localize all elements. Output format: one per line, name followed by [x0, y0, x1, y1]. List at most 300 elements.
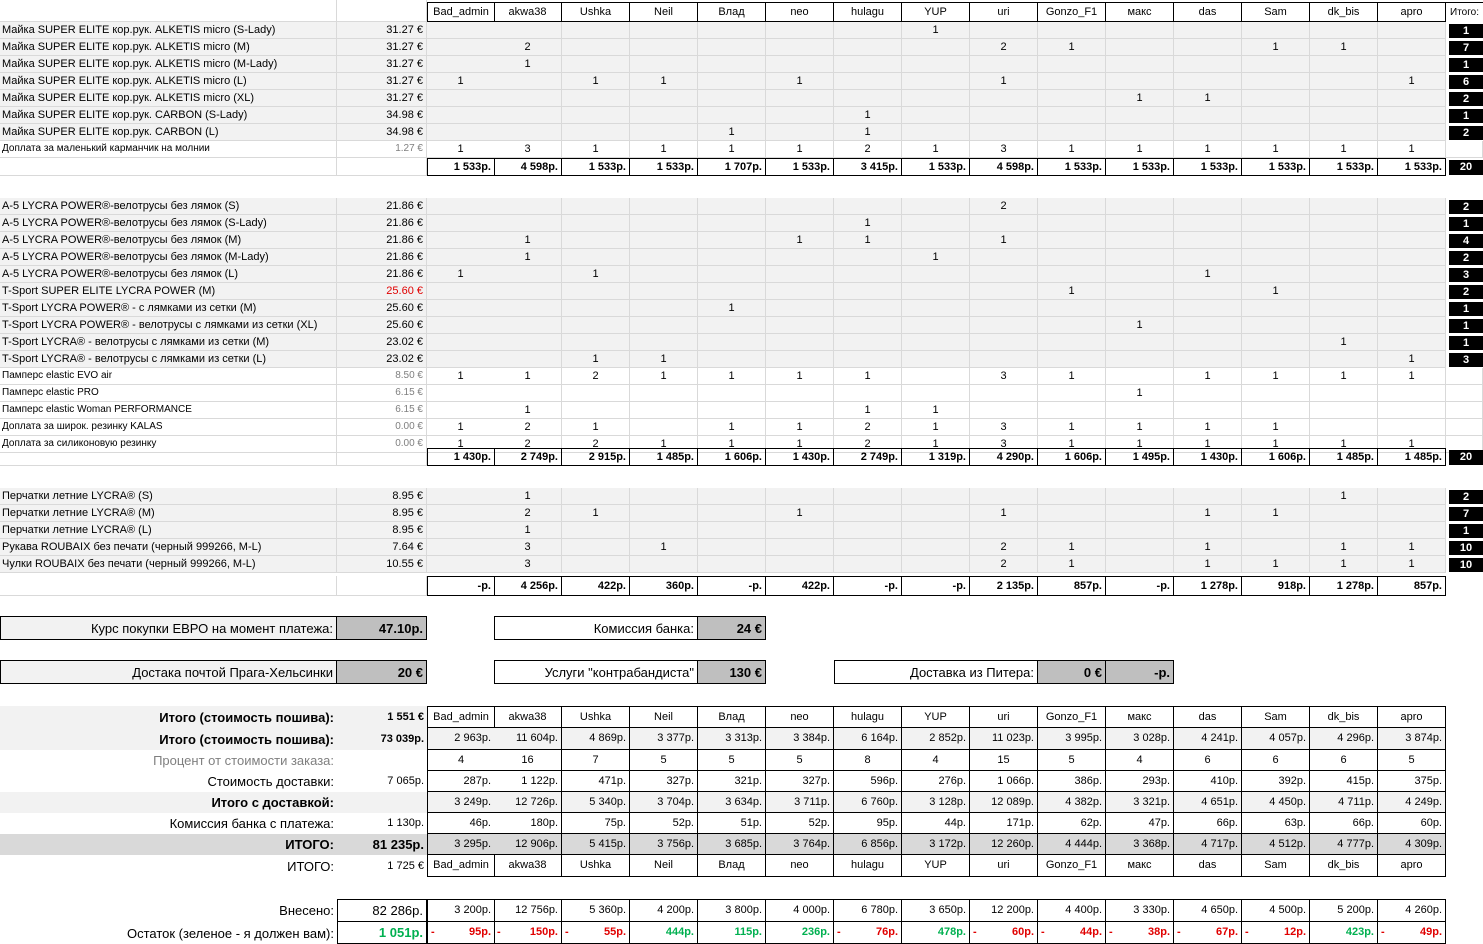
quantity-cell[interactable] — [970, 249, 1038, 266]
quantity-cell[interactable]: 1 — [1174, 539, 1242, 556]
item-name[interactable]: Перчатки летние LYCRA® (M) — [0, 505, 337, 522]
quantity-cell[interactable] — [1106, 334, 1174, 351]
item-name[interactable]: Памперс elastic Woman PERFORMANCE — [0, 402, 337, 419]
item-price[interactable]: 8.95 € — [337, 522, 427, 539]
quantity-cell[interactable] — [766, 522, 834, 539]
balance-cell[interactable] — [1242, 922, 1310, 944]
participant-sum[interactable]: 857р. — [1038, 576, 1106, 596]
quantity-cell[interactable] — [494, 283, 562, 300]
quantity-cell[interactable] — [834, 317, 902, 334]
quantity-cell[interactable] — [1378, 522, 1446, 539]
quantity-cell[interactable] — [970, 317, 1038, 334]
participant-header[interactable]: Gonzo_F1 — [1038, 706, 1106, 728]
delivery-label[interactable]: Стоимость доставки: — [0, 771, 337, 792]
with-delivery-cell[interactable]: 3 634р. — [698, 792, 766, 813]
quantity-cell[interactable] — [630, 266, 698, 283]
quantity-cell[interactable] — [1174, 522, 1242, 539]
quantity-cell[interactable] — [698, 488, 766, 505]
quantity-cell[interactable] — [902, 556, 970, 573]
quantity-cell[interactable]: 1 — [1310, 556, 1378, 573]
quantity-cell[interactable]: 1 — [1174, 368, 1242, 385]
quantity-cell[interactable] — [834, 522, 902, 539]
participant-sum[interactable]: 1 533р. — [1174, 158, 1242, 176]
participant-header[interactable]: Ushka — [562, 855, 630, 877]
quantity-cell[interactable] — [1242, 522, 1310, 539]
item-name[interactable]: T-Sport LYCRA® - велотрусы с лямками из сетки (M) — [0, 334, 337, 351]
paid-cell[interactable]: 6 780р. — [834, 899, 902, 922]
row-total[interactable]: 1 — [1449, 302, 1483, 316]
quantity-cell[interactable]: 1 — [1242, 39, 1310, 56]
quantity-cell[interactable] — [970, 266, 1038, 283]
participant-header[interactable]: hulagu — [834, 855, 902, 877]
participant-sum[interactable]: 1 485р. — [1310, 448, 1378, 466]
quantity-cell[interactable] — [902, 300, 970, 317]
percent-cell[interactable]: 4 — [427, 750, 495, 771]
quantity-cell[interactable]: 1 — [494, 488, 562, 505]
item-name[interactable]: Перчатки летние LYCRA® (L) — [0, 522, 337, 539]
quantity-cell[interactable] — [902, 522, 970, 539]
delivery-cell[interactable]: 375р. — [1378, 771, 1446, 792]
quantity-cell[interactable] — [766, 107, 834, 124]
empty-cell[interactable] — [1446, 402, 1483, 419]
paid-cell[interactable]: 3 200р. — [427, 899, 495, 922]
participant-sum[interactable]: 1 533р. — [1310, 158, 1378, 176]
quantity-cell[interactable] — [1310, 249, 1378, 266]
quantity-cell[interactable]: 1 — [970, 232, 1038, 249]
item-name[interactable]: A-5 LYCRA POWER®-велотрусы без лямок (M) — [0, 232, 337, 249]
quantity-cell[interactable] — [1038, 90, 1106, 107]
delivery-cell[interactable]: 287р. — [427, 771, 495, 792]
quantity-cell[interactable]: 1 — [902, 22, 970, 39]
with-delivery-cell[interactable]: 4 711р. — [1310, 792, 1378, 813]
percent-cell[interactable]: 5 — [1038, 750, 1106, 771]
delivery-cell[interactable]: 327р. — [630, 771, 698, 792]
quantity-cell[interactable] — [1242, 107, 1310, 124]
item-price[interactable]: 25.60 € — [337, 283, 427, 300]
item-price[interactable]: 31.27 € — [337, 73, 427, 90]
percent-cell[interactable]: 5 — [698, 750, 766, 771]
quantity-cell[interactable] — [970, 351, 1038, 368]
quantity-cell[interactable] — [1106, 505, 1174, 522]
delivery-cell[interactable]: 415р. — [1310, 771, 1378, 792]
item-name[interactable]: Майка SUPER ELITE кор.рук. ALKETIS micro (M-Lady) — [0, 56, 337, 73]
quantity-cell[interactable] — [1038, 73, 1106, 90]
rate-label[interactable]: Курс покупки ЕВРО на момент платежа: — [0, 616, 337, 640]
quantity-cell[interactable]: 1 — [834, 215, 902, 232]
quantity-cell[interactable]: 1 — [1106, 90, 1174, 107]
sewing-total-rub-cell[interactable]: 11 604р. — [494, 728, 562, 750]
quantity-cell[interactable] — [494, 215, 562, 232]
quantity-cell[interactable] — [1106, 556, 1174, 573]
quantity-cell[interactable]: 1 — [766, 232, 834, 249]
quantity-cell[interactable] — [427, 283, 495, 300]
quantity-cell[interactable] — [1174, 124, 1242, 141]
balance-cell[interactable] — [902, 922, 970, 944]
with-delivery-cell[interactable]: 5 340р. — [562, 792, 630, 813]
quantity-cell[interactable] — [698, 522, 766, 539]
quantity-cell[interactable] — [630, 385, 698, 402]
item-price[interactable]: 23.02 € — [337, 334, 427, 351]
participant-header[interactable]: das — [1174, 2, 1242, 22]
quantity-cell[interactable]: 2 — [970, 39, 1038, 56]
quantity-cell[interactable] — [902, 124, 970, 141]
quantity-cell[interactable] — [902, 385, 970, 402]
balance-cell[interactable] — [970, 922, 1038, 944]
participant-header[interactable]: Влад — [698, 706, 766, 728]
paid-cell[interactable]: 12 200р. — [970, 899, 1038, 922]
quantity-cell[interactable]: 1 — [1310, 334, 1378, 351]
quantity-cell[interactable] — [698, 73, 766, 90]
quantity-cell[interactable] — [834, 73, 902, 90]
quantity-cell[interactable] — [427, 90, 495, 107]
quantity-cell[interactable]: 1 — [562, 505, 630, 522]
quantity-cell[interactable] — [970, 300, 1038, 317]
quantity-cell[interactable] — [766, 334, 834, 351]
quantity-cell[interactable]: 3 — [494, 141, 562, 158]
item-name[interactable]: T-Sport LYCRA® - велотрусы с лямками из сетки (L) — [0, 351, 337, 368]
quantity-cell[interactable] — [1038, 22, 1106, 39]
empty-cell[interactable] — [1446, 141, 1483, 158]
quantity-cell[interactable] — [1378, 488, 1446, 505]
quantity-cell[interactable] — [902, 539, 970, 556]
quantity-cell[interactable]: 1 — [494, 522, 562, 539]
participant-sum[interactable]: 360р. — [630, 576, 698, 596]
quantity-cell[interactable] — [1378, 124, 1446, 141]
quantity-cell[interactable] — [1242, 488, 1310, 505]
quantity-cell[interactable] — [630, 317, 698, 334]
quantity-cell[interactable]: 1 — [1038, 368, 1106, 385]
quantity-cell[interactable] — [766, 488, 834, 505]
quantity-cell[interactable] — [766, 385, 834, 402]
percent-cell[interactable]: 8 — [834, 750, 902, 771]
quantity-cell[interactable] — [630, 215, 698, 232]
row-total[interactable]: 2 — [1449, 92, 1483, 106]
sewing-total-rub-cell[interactable]: 4 296р. — [1310, 728, 1378, 750]
item-price[interactable]: 21.86 € — [337, 249, 427, 266]
item-name[interactable]: Перчатки летние LYCRA® (S) — [0, 488, 337, 505]
participant-header[interactable]: Sam — [1242, 706, 1310, 728]
grand-total-cell[interactable]: 4 777р. — [1310, 834, 1378, 855]
quantity-cell[interactable] — [698, 539, 766, 556]
quantity-cell[interactable] — [427, 300, 495, 317]
with-delivery-cell[interactable]: 4 382р. — [1038, 792, 1106, 813]
participant-header[interactable]: Sam — [1242, 855, 1310, 877]
participant-sum[interactable]: 1 533р. — [1378, 158, 1446, 176]
quantity-cell[interactable] — [834, 90, 902, 107]
quantity-cell[interactable] — [766, 215, 834, 232]
quantity-cell[interactable] — [427, 351, 495, 368]
quantity-cell[interactable] — [562, 522, 630, 539]
quantity-cell[interactable]: 1 — [834, 402, 902, 419]
quantity-cell[interactable] — [902, 283, 970, 300]
quantity-cell[interactable] — [427, 56, 495, 73]
quantity-cell[interactable] — [494, 107, 562, 124]
empty-cell[interactable] — [337, 448, 427, 466]
quantity-cell[interactable] — [1242, 351, 1310, 368]
quantity-cell[interactable] — [1242, 90, 1310, 107]
row-total[interactable]: 3 — [1449, 353, 1483, 367]
quantity-cell[interactable] — [1378, 22, 1446, 39]
participant-header[interactable]: YUP — [902, 855, 970, 877]
quantity-cell[interactable] — [1310, 73, 1378, 90]
quantity-cell[interactable]: 1 — [1310, 436, 1378, 453]
participant-sum[interactable]: 1 495р. — [1106, 448, 1174, 466]
quantity-cell[interactable] — [1174, 334, 1242, 351]
quantity-cell[interactable] — [562, 402, 630, 419]
sewing-total-rub-cell[interactable]: 3 384р. — [766, 728, 834, 750]
quantity-cell[interactable] — [834, 334, 902, 351]
quantity-cell[interactable] — [630, 488, 698, 505]
quantity-cell[interactable] — [698, 215, 766, 232]
percent-cell[interactable]: 5 — [1378, 750, 1446, 771]
quantity-cell[interactable]: 1 — [427, 419, 495, 436]
quantity-cell[interactable] — [630, 107, 698, 124]
quantity-cell[interactable]: 1 — [1378, 141, 1446, 158]
paid-cell[interactable]: 4 400р. — [1038, 899, 1106, 922]
paid-cell[interactable]: 3 650р. — [902, 899, 970, 922]
quantity-cell[interactable] — [766, 56, 834, 73]
quantity-cell[interactable]: 1 — [766, 368, 834, 385]
item-name[interactable]: T-Sport SUPER ELITE LYCRA POWER (M) — [0, 283, 337, 300]
quantity-cell[interactable] — [630, 39, 698, 56]
participant-sum[interactable]: 1 485р. — [1378, 448, 1446, 466]
quantity-cell[interactable] — [1038, 215, 1106, 232]
item-name[interactable]: Доплата за маленький карманчик на молнии — [0, 141, 337, 158]
bank-fee-cell[interactable]: 171р. — [970, 813, 1038, 834]
quantity-cell[interactable] — [1242, 215, 1310, 232]
quantity-cell[interactable] — [427, 505, 495, 522]
quantity-cell[interactable] — [1174, 56, 1242, 73]
quantity-cell[interactable] — [1106, 300, 1174, 317]
item-price[interactable]: 31.27 € — [337, 39, 427, 56]
quantity-cell[interactable] — [1242, 56, 1310, 73]
item-price[interactable]: 21.86 € — [337, 215, 427, 232]
grand-total-cell[interactable]: 4 717р. — [1174, 834, 1242, 855]
participant-header[interactable]: Gonzo_F1 — [1038, 855, 1106, 877]
quantity-cell[interactable] — [562, 283, 630, 300]
with-delivery-cell[interactable]: 4 651р. — [1174, 792, 1242, 813]
quantity-cell[interactable] — [1106, 283, 1174, 300]
participant-sum[interactable]: 1 533р. — [902, 158, 970, 176]
quantity-cell[interactable]: 1 — [698, 141, 766, 158]
quantity-cell[interactable] — [562, 90, 630, 107]
quantity-cell[interactable] — [1106, 488, 1174, 505]
quantity-cell[interactable] — [902, 73, 970, 90]
quantity-cell[interactable]: 1 — [630, 141, 698, 158]
quantity-cell[interactable]: 1 — [1038, 283, 1106, 300]
quantity-cell[interactable] — [427, 107, 495, 124]
quantity-cell[interactable] — [1310, 266, 1378, 283]
quantity-cell[interactable] — [562, 488, 630, 505]
quantity-cell[interactable] — [1106, 198, 1174, 215]
sewing-total-rub-cell[interactable]: 4 057р. — [1242, 728, 1310, 750]
quantity-cell[interactable]: 1 — [1378, 556, 1446, 573]
quantity-cell[interactable]: 1 — [766, 141, 834, 158]
quantity-cell[interactable]: 1 — [1310, 539, 1378, 556]
quantity-cell[interactable] — [902, 90, 970, 107]
quantity-cell[interactable] — [902, 368, 970, 385]
delivery-cell[interactable]: 327р. — [766, 771, 834, 792]
quantity-cell[interactable]: 1 — [427, 141, 495, 158]
quantity-cell[interactable]: 2 — [834, 141, 902, 158]
quantity-cell[interactable] — [1310, 232, 1378, 249]
quantity-cell[interactable] — [1310, 22, 1378, 39]
quantity-cell[interactable]: 1 — [1242, 505, 1310, 522]
quantity-cell[interactable] — [562, 556, 630, 573]
quantity-cell[interactable] — [630, 522, 698, 539]
quantity-cell[interactable] — [1038, 351, 1106, 368]
sewing-total-eur-label[interactable]: Итого (стоимость пошива): — [0, 706, 337, 728]
quantity-cell[interactable] — [766, 556, 834, 573]
quantity-cell[interactable]: 1 — [630, 368, 698, 385]
quantity-cell[interactable] — [1038, 385, 1106, 402]
quantity-cell[interactable]: 1 — [1174, 436, 1242, 453]
item-name[interactable]: A-5 LYCRA POWER®-велотрусы без лямок (L) — [0, 266, 337, 283]
grand-total-cell[interactable]: 12 906р. — [494, 834, 562, 855]
quantity-cell[interactable]: 1 — [1378, 368, 1446, 385]
quantity-cell[interactable] — [1174, 232, 1242, 249]
quantity-cell[interactable]: 1 — [698, 368, 766, 385]
sewing-total-rub-cell[interactable]: 11 023р. — [970, 728, 1038, 750]
quantity-cell[interactable] — [698, 266, 766, 283]
quantity-cell[interactable] — [1106, 351, 1174, 368]
row-total[interactable]: 10 — [1449, 541, 1483, 555]
quantity-cell[interactable] — [1378, 283, 1446, 300]
paid-cell[interactable]: 4 200р. — [630, 899, 698, 922]
grand-total-cell[interactable]: 6 856р. — [834, 834, 902, 855]
quantity-cell[interactable] — [630, 232, 698, 249]
participant-sum[interactable]: 1 485р. — [630, 448, 698, 466]
participant-header[interactable]: Sam — [1242, 2, 1310, 22]
participant-header[interactable]: макс — [1106, 706, 1174, 728]
quantity-cell[interactable]: 1 — [562, 73, 630, 90]
quantity-cell[interactable] — [1242, 198, 1310, 215]
quantity-cell[interactable] — [834, 56, 902, 73]
participant-sum[interactable]: 2 749р. — [494, 448, 562, 466]
quantity-cell[interactable] — [630, 124, 698, 141]
participant-header[interactable]: akwa38 — [494, 855, 562, 877]
participant-header[interactable]: hulagu — [834, 706, 902, 728]
quantity-cell[interactable] — [1310, 385, 1378, 402]
quantity-cell[interactable] — [427, 522, 495, 539]
quantity-cell[interactable] — [1242, 539, 1310, 556]
participant-header[interactable]: Neil — [630, 855, 698, 877]
quantity-cell[interactable] — [970, 402, 1038, 419]
quantity-cell[interactable] — [698, 22, 766, 39]
balance-cell[interactable] — [1310, 922, 1378, 944]
quantity-cell[interactable]: 2 — [494, 39, 562, 56]
quantity-cell[interactable] — [1242, 300, 1310, 317]
delivery-cell[interactable]: 276р. — [902, 771, 970, 792]
participant-sum[interactable]: 1 430р. — [427, 448, 495, 466]
item-price[interactable]: 34.98 € — [337, 124, 427, 141]
quantity-cell[interactable] — [1038, 334, 1106, 351]
grand-total-value[interactable]: 81 235р. — [337, 834, 427, 855]
quantity-cell[interactable] — [1310, 283, 1378, 300]
quantity-cell[interactable] — [698, 505, 766, 522]
smuggler-label[interactable]: Услуги "контрабандиста" — [494, 660, 698, 684]
participant-sum[interactable]: 1 533р. — [427, 158, 495, 176]
quantity-cell[interactable] — [902, 198, 970, 215]
quantity-cell[interactable] — [630, 22, 698, 39]
quantity-cell[interactable]: 2 — [562, 436, 630, 453]
quantity-cell[interactable] — [970, 283, 1038, 300]
with-delivery-cell[interactable]: 3 249р. — [427, 792, 495, 813]
item-name[interactable]: Майка SUPER ELITE кор.рук. ALKETIS micro (S-Lady) — [0, 22, 337, 39]
quantity-cell[interactable] — [698, 198, 766, 215]
paid-cell[interactable]: 4 500р. — [1242, 899, 1310, 922]
delivery-cell[interactable]: 410р. — [1174, 771, 1242, 792]
with-delivery-cell[interactable]: 4 249р. — [1378, 792, 1446, 813]
with-delivery-cell[interactable]: 4 450р. — [1242, 792, 1310, 813]
quantity-cell[interactable] — [427, 488, 495, 505]
sewing-total-rub-cell[interactable]: 3 313р. — [698, 728, 766, 750]
participant-header[interactable]: das — [1174, 706, 1242, 728]
participant-sum[interactable]: 4 598р. — [970, 158, 1038, 176]
row-total[interactable]: 10 — [1449, 558, 1483, 572]
item-name[interactable]: Доплата за силиконовую резинку — [0, 436, 337, 453]
quantity-cell[interactable] — [766, 317, 834, 334]
piter-value[interactable]: 0 € — [1038, 660, 1106, 684]
quantity-cell[interactable]: 1 — [1038, 539, 1106, 556]
quantity-cell[interactable] — [1174, 22, 1242, 39]
quantity-cell[interactable]: 1 — [834, 368, 902, 385]
quantity-cell[interactable] — [1378, 419, 1446, 436]
quantity-cell[interactable] — [494, 351, 562, 368]
quantity-cell[interactable] — [1310, 351, 1378, 368]
quantity-cell[interactable] — [1378, 56, 1446, 73]
quantity-cell[interactable] — [1106, 107, 1174, 124]
item-name[interactable]: Рукава ROUBAIX без печати (черный 999266, M-L) — [0, 539, 337, 556]
quantity-cell[interactable]: 1 — [902, 249, 970, 266]
sewing-total-rub-cell[interactable]: 3 377р. — [630, 728, 698, 750]
participant-header[interactable]: uri — [970, 855, 1038, 877]
quantity-cell[interactable] — [1242, 317, 1310, 334]
item-name[interactable]: Чулки ROUBAIX без печати (черный 999266, M-L) — [0, 556, 337, 573]
quantity-cell[interactable] — [1378, 249, 1446, 266]
quantity-cell[interactable]: 1 — [427, 266, 495, 283]
quantity-cell[interactable] — [1310, 505, 1378, 522]
participant-header[interactable]: neo — [766, 855, 834, 877]
quantity-cell[interactable] — [1174, 317, 1242, 334]
bank-fee-cell[interactable]: 52р. — [766, 813, 834, 834]
with-delivery-cell[interactable]: 12 726р. — [494, 792, 562, 813]
participant-sum[interactable]: 1 430р. — [766, 448, 834, 466]
quantity-cell[interactable]: 1 — [1174, 419, 1242, 436]
quantity-cell[interactable] — [1310, 56, 1378, 73]
percent-cell[interactable]: 6 — [1242, 750, 1310, 771]
quantity-cell[interactable] — [834, 198, 902, 215]
participant-sum[interactable]: 4 598р. — [494, 158, 562, 176]
item-name[interactable]: Майка SUPER ELITE кор.рук. CARBON (S-Lady) — [0, 107, 337, 124]
quantity-cell[interactable]: 1 — [1378, 73, 1446, 90]
item-price[interactable]: 6.15 € — [337, 385, 427, 402]
item-name[interactable]: A-5 LYCRA POWER®-велотрусы без лямок (S-Lady) — [0, 215, 337, 232]
corner-cell[interactable] — [337, 0, 427, 22]
quantity-cell[interactable]: 1 — [834, 124, 902, 141]
quantity-cell[interactable] — [698, 39, 766, 56]
paid-cell[interactable]: 5 360р. — [562, 899, 630, 922]
grand-total-cell[interactable]: 5 415р. — [562, 834, 630, 855]
bank-fee-cell[interactable]: 52р. — [630, 813, 698, 834]
quantity-cell[interactable] — [630, 198, 698, 215]
piter-label[interactable]: Доставка из Питера: — [834, 660, 1038, 684]
quantity-cell[interactable]: 3 — [494, 556, 562, 573]
item-price[interactable]: 25.60 € — [337, 317, 427, 334]
quantity-cell[interactable] — [427, 198, 495, 215]
participant-header[interactable]: hulagu — [834, 2, 902, 22]
quantity-cell[interactable] — [1038, 107, 1106, 124]
